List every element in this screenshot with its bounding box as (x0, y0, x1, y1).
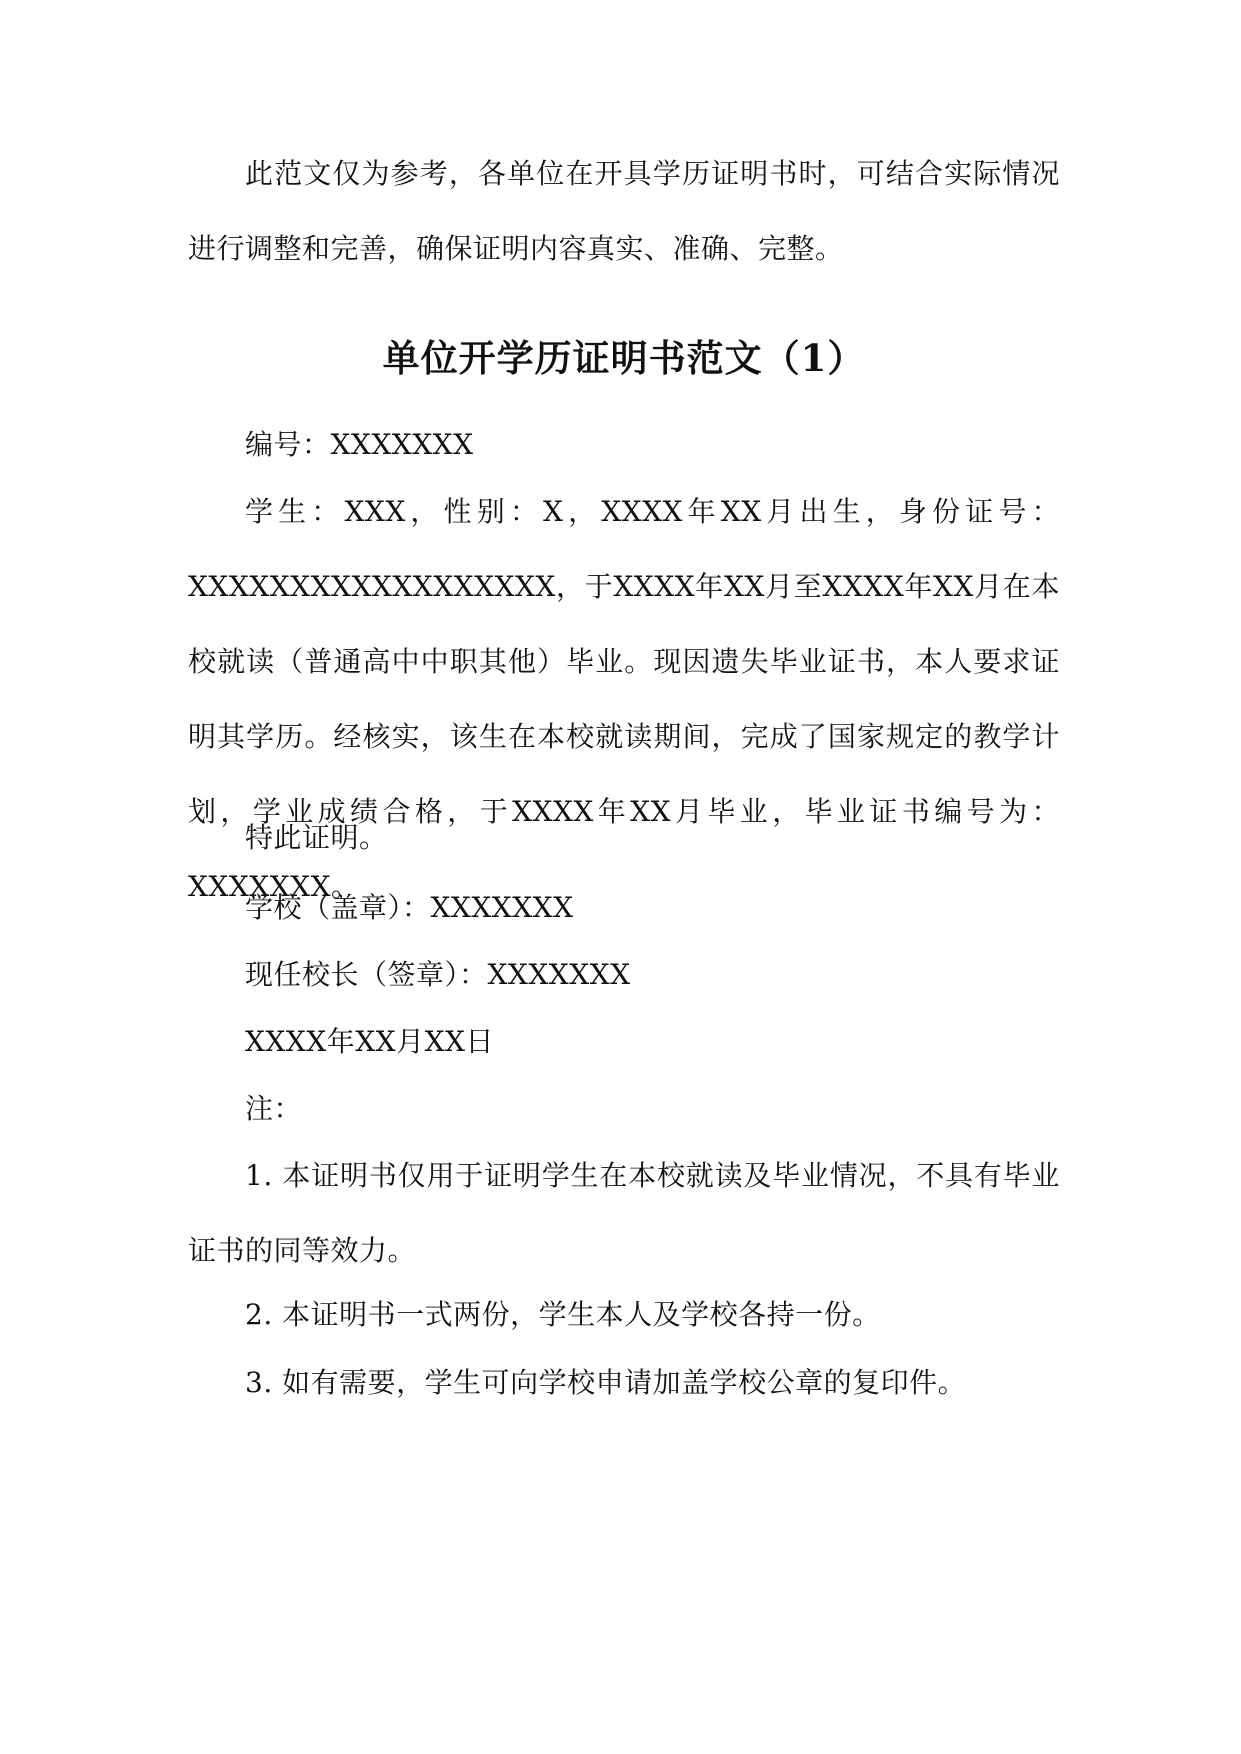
intro-paragraph: 此范文仅为参考，各单位在开具学历证明书时，可结合实际情况进行调整和完善，确保证明内容真实、准确、完整。 (188, 157, 1060, 265)
date-line: XXXX年XX月XX日 (245, 1025, 494, 1058)
note-item-3: 3. 如有需要，学生可向学校申请加盖学校公章的复印件。 (245, 1366, 967, 1399)
note-item-2: 2. 本证明书一式两份，学生本人及学校各持一份。 (245, 1298, 881, 1331)
body-paragraph: 学生：XXX，性别：X，XXXX年XX月出生，身份证号：XXXXXXXXXXXXXXXXXX，于XXXX年XX月至XXXX年XX月在本校就读（普通高中中职其他）毕业。现因遗失毕业证书，本人要求证明其学历。经核实，该生在本校就读期间，完成了国家规定的教学计划，学业成绩合格，于XXXX年XX月毕业，毕业证书编号为：XXXXXXX。 (188, 495, 1060, 903)
closing-statement: 特此证明。 (245, 821, 388, 854)
certificate-number: 编号：XXXXXXX (245, 428, 474, 461)
note-label: 注： (245, 1092, 303, 1125)
document-title: 单位开学历证明书范文（1） (382, 336, 866, 380)
principal-seal-line: 现任校长（签章）：XXXXXXX (245, 958, 631, 991)
note-item-1: 1. 本证明书仅用于证明学生在本校就读及毕业情况，不具有毕业证书的同等效力。 (188, 1159, 1060, 1267)
school-seal-line: 学校（盖章）：XXXXXXX (245, 891, 574, 924)
